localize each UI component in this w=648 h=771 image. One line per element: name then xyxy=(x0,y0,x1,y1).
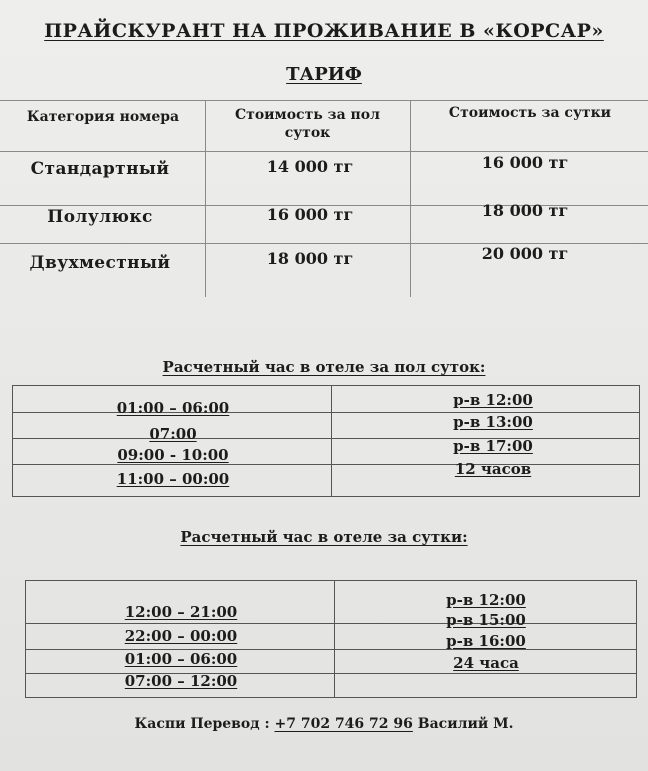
arrival-time: 12:00 – 21:00 xyxy=(124,603,238,621)
column-header: Стоимость за сутки xyxy=(448,105,612,121)
tariff-heading: ТАРИФ xyxy=(286,64,362,85)
payment-label: Каспи Перевод : xyxy=(134,716,270,732)
half-day-price: 16 000 тг xyxy=(266,205,354,224)
table-divider xyxy=(410,101,411,297)
checkout-time: р-в 16:00 xyxy=(446,632,526,650)
arrival-time: 01:00 – 06:00 xyxy=(124,650,238,668)
half-day-checkout-table xyxy=(12,385,640,497)
room-category: Стандартный xyxy=(30,159,170,179)
arrival-time: 11:00 – 00:00 xyxy=(116,470,230,488)
tariff-table xyxy=(0,100,648,301)
day-price: 16 000 тг xyxy=(481,153,569,172)
day-price: 20 000 тг xyxy=(481,244,569,263)
arrival-time: 09:00 - 10:00 xyxy=(117,446,229,464)
table-divider xyxy=(331,386,332,496)
room-category: Полулюкс xyxy=(47,207,153,227)
arrival-time: 07:00 – 12:00 xyxy=(124,672,238,690)
arrival-time: 07:00 xyxy=(149,425,197,443)
checkout-time: р-в 15:00 xyxy=(446,611,526,629)
payment-info xyxy=(0,716,648,732)
checkout-time: р-в 12:00 xyxy=(453,391,533,409)
checkout-time: р-в 13:00 xyxy=(453,413,533,431)
table-divider xyxy=(334,581,335,697)
payment-phone: +7 702 746 72 96 xyxy=(274,716,413,732)
page-title: ПРАЙСКУРАНТ НА ПРОЖИВАНИЕ В «КОРСАР» xyxy=(44,20,604,42)
arrival-time: 01:00 – 06:00 xyxy=(116,399,230,417)
room-category: Двухместный xyxy=(29,253,171,273)
checkout-time: 24 часа xyxy=(453,654,519,672)
arrival-time: 22:00 – 00:00 xyxy=(124,627,238,645)
column-header: Категория номера xyxy=(26,109,180,125)
checkout-time: р-в 12:00 xyxy=(446,591,526,609)
checkout-time: 12 часов xyxy=(454,460,532,478)
checkout-time: р-в 17:00 xyxy=(453,437,533,455)
half-day-checkout-heading: Расчетный час в отеле за пол суток: xyxy=(162,358,486,376)
half-day-price: 18 000 тг xyxy=(266,249,354,268)
day-price: 18 000 тг xyxy=(481,201,569,220)
half-day-price: 14 000 тг xyxy=(266,157,354,176)
payment-recipient: Василий М. xyxy=(417,716,514,732)
table-divider xyxy=(205,101,206,297)
table-divider xyxy=(0,151,648,152)
day-checkout-heading: Расчетный час в отеле за сутки: xyxy=(180,528,468,546)
column-header: Стоимость за пол суток xyxy=(235,107,380,141)
day-checkout-table xyxy=(25,580,637,698)
